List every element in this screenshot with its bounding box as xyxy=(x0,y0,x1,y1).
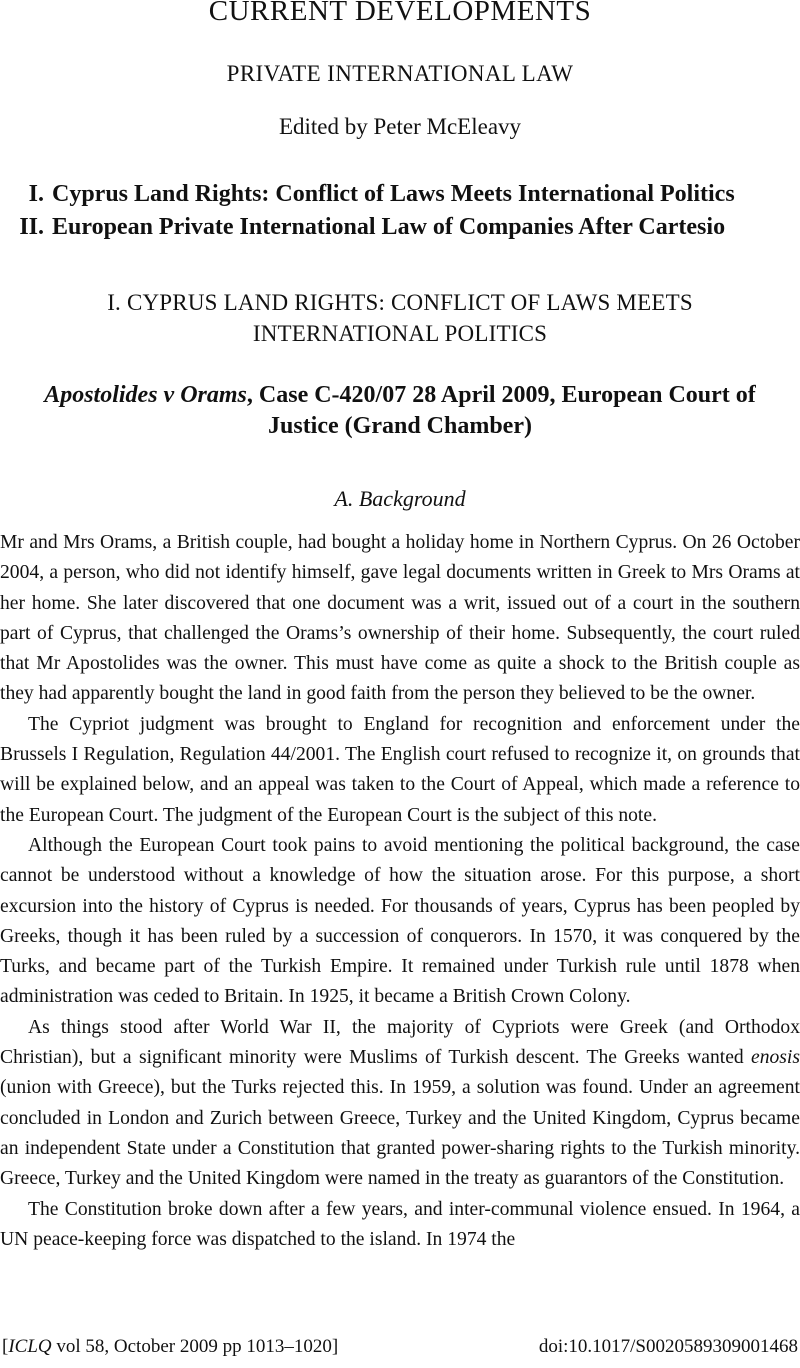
volume-pages: vol 58, October 2009 pp 1013–1020] xyxy=(51,1336,339,1357)
article-title xyxy=(40,287,760,349)
running-head: CURRENT DEVELOPMENTS xyxy=(208,0,592,27)
paragraph xyxy=(0,1013,800,1195)
italic-term: enosis xyxy=(751,1047,800,1069)
contents-item-number: I. xyxy=(28,181,44,207)
doi: doi:10.1017/S0020589309001468 xyxy=(538,1336,798,1357)
contents-item-title: European Private International Law of Companies After Cartesio xyxy=(52,214,726,240)
subsection-heading: A. Background xyxy=(334,486,466,511)
paragraph-text: As things stood after World War II, the majority of Cypriots were Greek (and Orthodox Christian), but a significant minority were Muslims of Turkish descent. The Greeks wanted xyxy=(0,1016,800,1069)
editor-line: Edited by Peter McEleavy xyxy=(278,114,522,139)
journal-name: ICLQ xyxy=(8,1336,52,1357)
paragraph: Mr and Mrs Orams, a British couple, had bought a holiday home in Northern Cyprus. On 26 October 2004, a person, who did not identify himself, gave legal documents written in Greek to Mrs Orams at her home. She later discovered that one document was a writ, issued out of a court in the southern part of Cyprus, that challenged the Orams’s ownership of their home. Subsequently, the court ruled that Mr Apostolides was the owner. This must have come as quite a shock to the British couple as they had apparently bought the land in good faith from the person they believed to be the owner. xyxy=(0,532,800,705)
paragraph: The Constitution broke down after a few years, and inter-communal violence ensued. In 1964, a UN peace-keeping force was dispatched to the island. In 1974 the xyxy=(0,1198,800,1250)
contents-item xyxy=(0,211,800,244)
article-title-line: INTERNATIONAL POLITICS xyxy=(252,321,548,346)
body-text xyxy=(0,528,800,1255)
contents-item xyxy=(0,178,800,211)
paragraph: The Cypriot judgment was brought to England for recognition and enforcement under the Brussels I Regulation, Regulation 44/2001. The English court refused to recognize it, on grounds that will be explained below, and an appeal was taken to the Court of Appeal, which made a reference to the European Court. The judgment of the European Court is the subject of this note. xyxy=(0,713,800,826)
paragraph: Although the European Court took pains to avoid mentioning the political background, the case cannot be understood without a knowledge of how the situation arose. For this purpose, a short excursion into the history of Cyprus is needed. For thousands of years, Cyprus has been peopled by Greeks, though it has been ruled by a succession of conquerors. In 1570, it was conquered by the Turks, and became part of the Turkish Empire. It remained under Turkish rule until 1878 when administration was ceded to Britain. In 1925, it became a British Crown Colony. xyxy=(0,834,800,1008)
article-title-line: I. CYPRUS LAND RIGHTS: CONFLICT OF LAWS MEETS xyxy=(107,290,693,315)
section-heading: PRIVATE INTERNATIONAL LAW xyxy=(226,61,574,86)
contents-list xyxy=(0,178,800,244)
contents-item-number: II. xyxy=(19,214,44,240)
paragraph-text: (union with Greece), but the Turks rejected this. In 1959, a solution was found. Under an agreement concluded in London and Zurich between Greece, Turkey and the United Kingdom, Cyprus became an independent State under a Constitution that granted power-sharing rights to the Turkish minority. Greece, Turkey and the United Kingdom were named in the treaty as guarantors of the Constitution. xyxy=(0,1077,800,1190)
case-title-line xyxy=(0,380,800,411)
case-citation: , Case C-420/07 28 April 2009, European Court of xyxy=(246,382,756,408)
case-title-line: Justice (Grand Chamber) xyxy=(268,413,532,439)
case-name: Apostolides v Orams xyxy=(44,382,247,408)
case-title xyxy=(0,380,800,442)
journal-citation xyxy=(2,1336,338,1358)
contents-item-title: Cyprus Land Rights: Conflict of Laws Meets International Politics xyxy=(52,181,735,207)
bracket: [ xyxy=(2,1336,9,1357)
